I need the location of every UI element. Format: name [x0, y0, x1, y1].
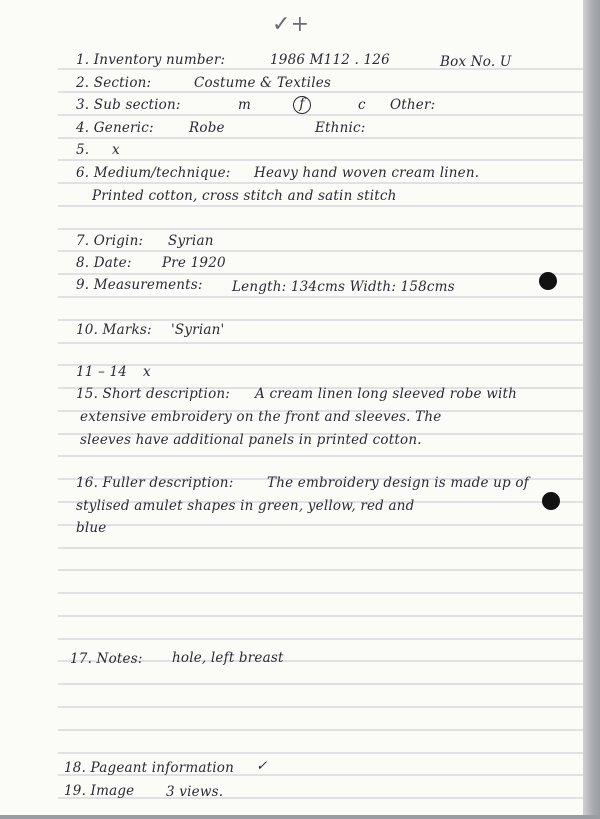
section-label: 2. Section:	[76, 75, 152, 91]
fuller-description-label: 16. Fuller description:	[76, 475, 234, 491]
fields-11-14-label: 11 – 14	[76, 364, 128, 380]
notes-value: hole, left breast	[172, 650, 284, 666]
generic-value: Robe	[189, 120, 225, 136]
date-label: 8. Date:	[76, 255, 132, 271]
ethnic-label: Ethnic:	[315, 120, 366, 136]
image-value: 3 views.	[166, 784, 224, 800]
notes-label: 17. Notes:	[70, 651, 143, 667]
short-description-line-3: sleeves have additional panels in printed cotton.	[80, 432, 422, 448]
punch-hole-upper	[539, 272, 557, 290]
short-description-line-1: A cream linen long sleeved robe with	[255, 386, 518, 402]
sub-section-option-c: c	[358, 97, 366, 113]
medium-technique-line-1: Heavy hand woven cream linen.	[254, 165, 480, 181]
origin-value: Syrian	[168, 233, 214, 249]
medium-technique-label: 6. Medium/technique:	[76, 165, 231, 181]
marks-label: 10. Marks:	[76, 322, 152, 338]
sub-section-option-m: m	[238, 97, 252, 113]
inventory-number-label: 1. Inventory number:	[76, 52, 226, 68]
fields-11-14-value: x	[143, 364, 151, 380]
marks-value: 'Syrian'	[171, 322, 225, 338]
sub-section-selected-circle	[293, 96, 311, 114]
scanner-edge-bottom	[0, 815, 600, 819]
measurements-label: 9. Measurements:	[76, 277, 203, 293]
review-tick-mark: ✓+	[272, 12, 310, 37]
pageant-information-label: 18. Pageant information	[64, 760, 234, 776]
measurements-value: Length: 134cms Width: 158cms	[232, 279, 455, 295]
section-value: Costume & Textiles	[194, 75, 332, 91]
field-5-label: 5.	[76, 142, 90, 158]
inventory-number-value: 1986 M112 . 126	[270, 52, 390, 68]
fuller-description-line-1: The embroidery design is made up of	[267, 475, 529, 491]
sub-section-option-f: f	[299, 96, 305, 112]
origin-label: 7. Origin:	[76, 233, 144, 249]
fuller-description-line-3: blue	[76, 520, 107, 536]
image-label: 19. Image	[64, 783, 135, 799]
pageant-information-tick: ✓	[256, 758, 268, 774]
date-value: Pre 1920	[162, 255, 226, 271]
fuller-description-line-2: stylised amulet shapes in green, yellow, red and	[76, 498, 415, 514]
scanner-edge-right	[583, 0, 600, 819]
field-5-value: x	[112, 142, 120, 158]
medium-technique-line-2: Printed cotton, cross stitch and satin stitch	[92, 188, 397, 204]
punch-hole-lower	[542, 492, 560, 510]
sub-section-label: 3. Sub section:	[76, 97, 181, 113]
box-number-value: Box No. U	[440, 54, 512, 70]
short-description-line-2: extensive embroidery on the front and sleeves. The	[80, 409, 442, 425]
sub-section-other-label: Other:	[390, 97, 436, 113]
generic-label: 4. Generic:	[76, 120, 154, 136]
short-description-label: 15. Short description:	[76, 386, 231, 402]
